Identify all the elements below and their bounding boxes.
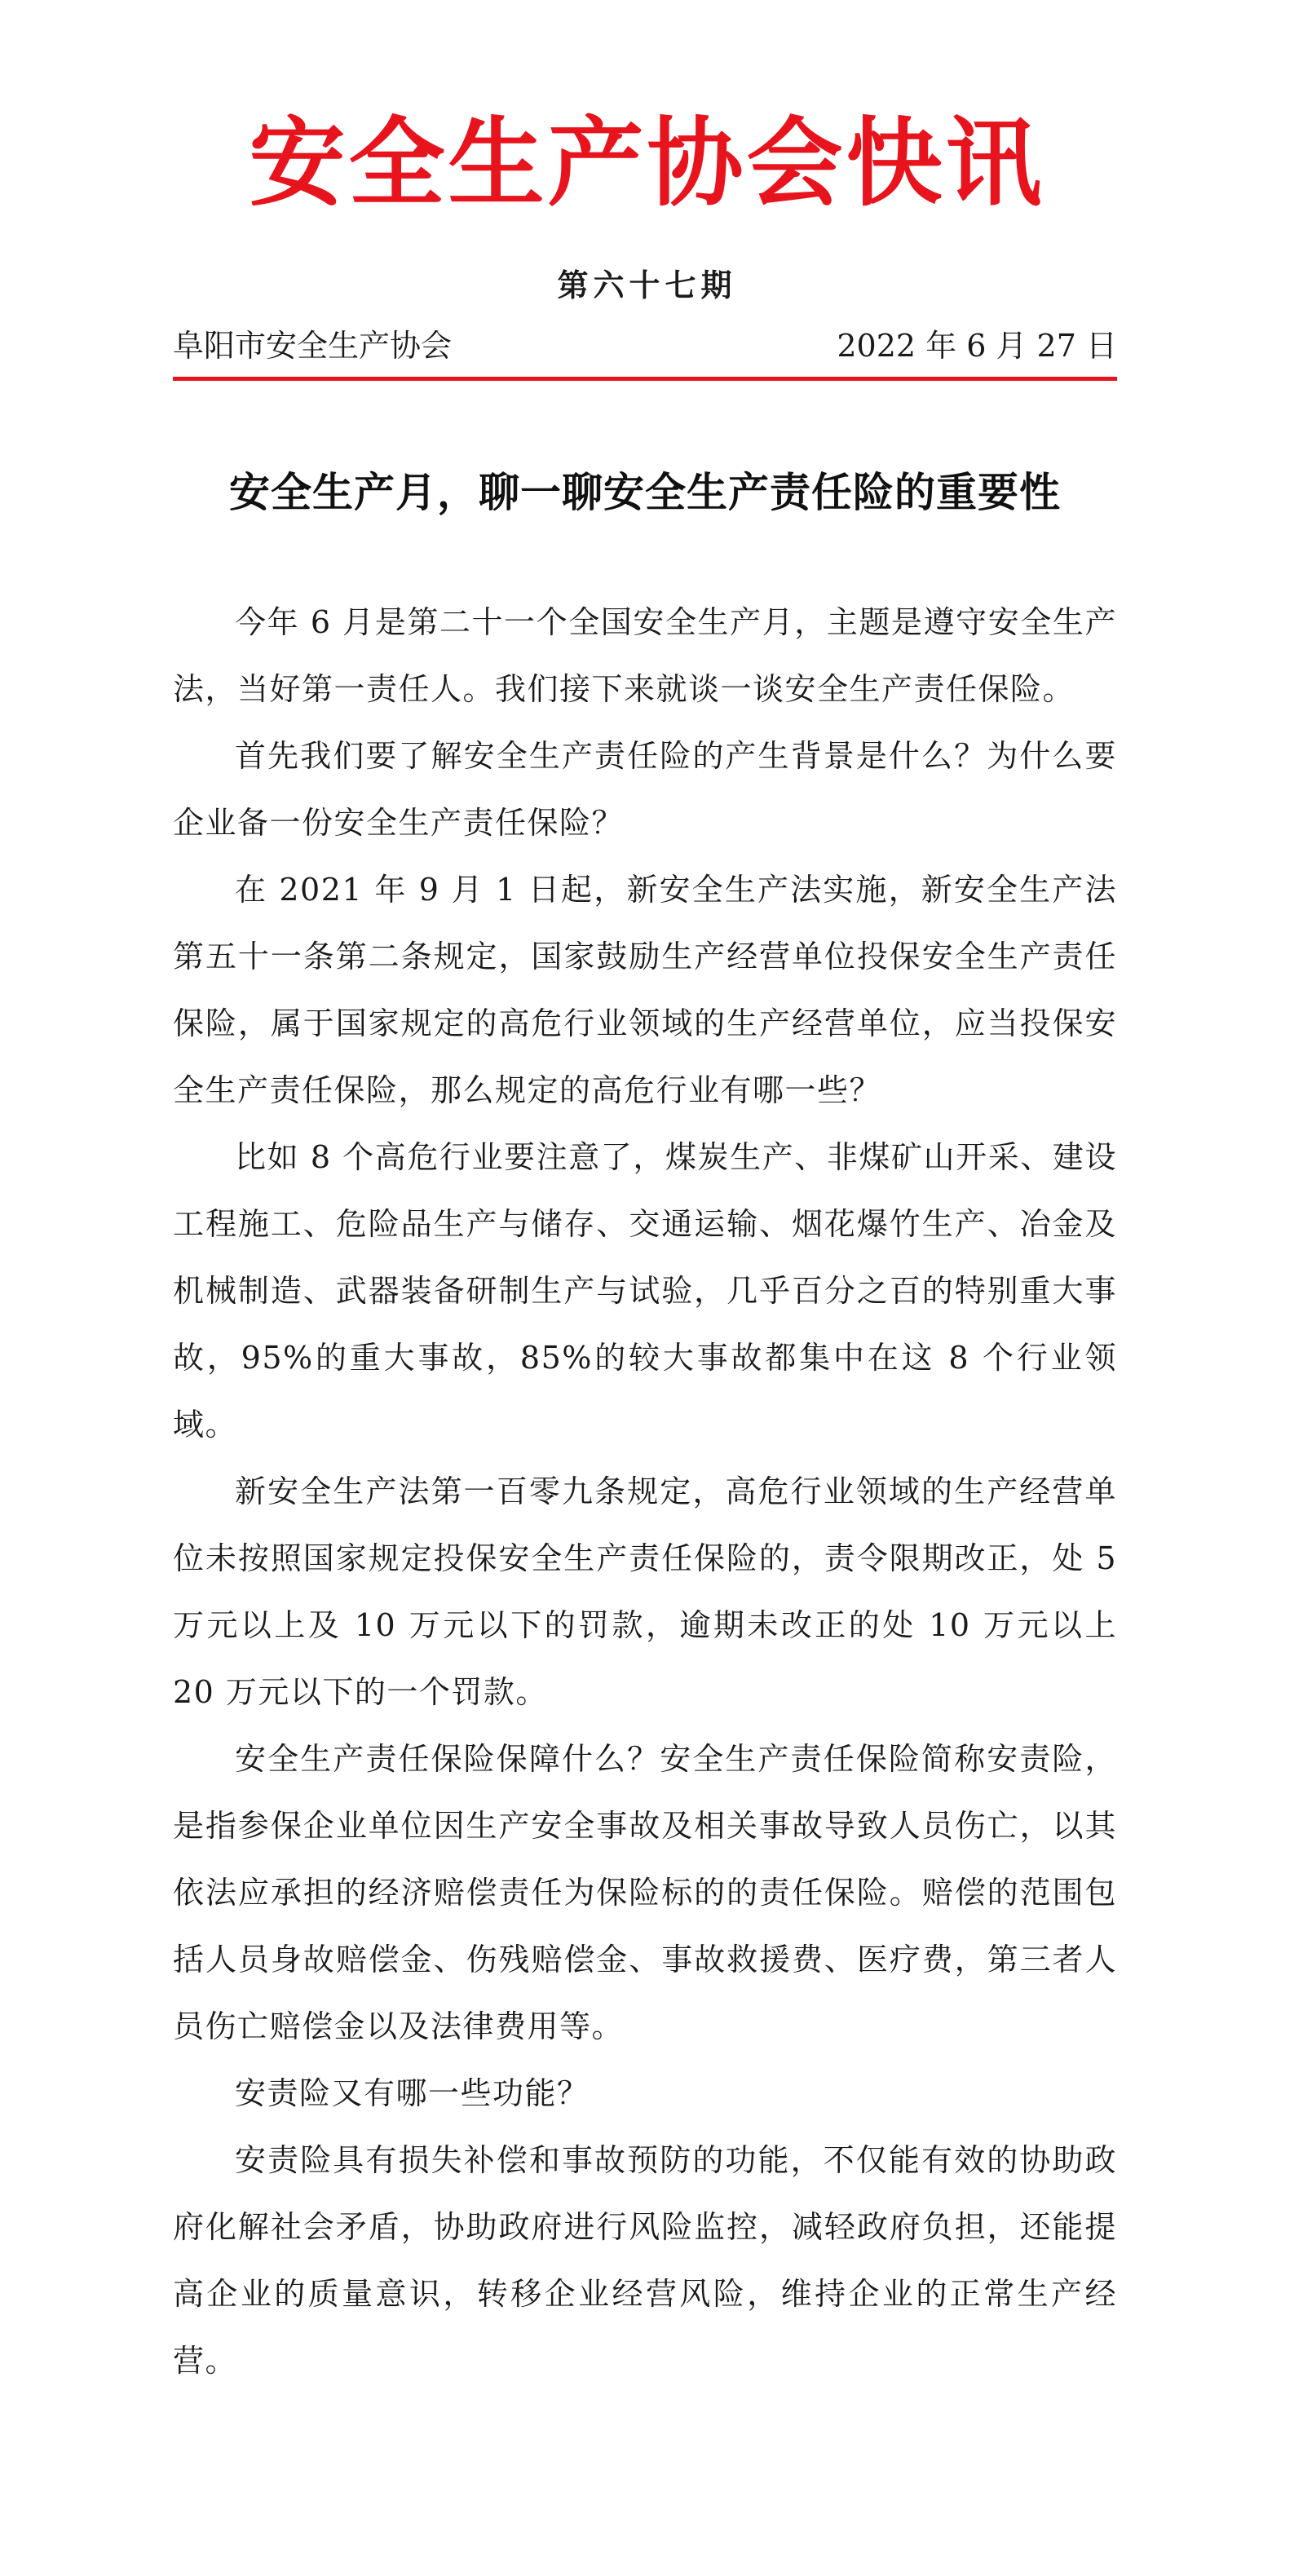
article-paragraph: 比如 8 个高危行业要注意了，煤炭生产、非煤矿山开采、建设工程施工、危险品生产与储存、交通运输、烟花爆竹生产、冶金及机械制造、武器装备研制生产与试验，几乎百分之百的特别重大事故，95%的重大事故，85%的较大事故都集中在这 8 个行业领域。	[173, 1139, 1117, 1443]
article-body	[173, 589, 1117, 2394]
article-paragraph: 安责险又有哪一些功能？	[235, 2075, 590, 2111]
article-paragraph: 今年 6 月是第二十一个全国安全生产月，主题是遵守安全生产法，当好第一责任人。我们接下来就谈一谈安全生产责任保险。	[173, 604, 1117, 707]
publish-date: 2022 年 6 月 27 日	[837, 328, 1117, 364]
meta-row	[173, 325, 1117, 367]
article-headline: 安全生产月，聊一聊安全生产责任险的重要性	[229, 469, 1061, 516]
header-divider	[173, 377, 1117, 381]
article-paragraph: 在 2021 年 9 月 1 日起，新安全生产法实施，新安全生产法第五十一条第二条规定，国家鼓励生产经营单位投保安全生产责任保险，属于国家规定的高危行业领域的生产经营单位，应当投保安全生产责任保险，那么规定的高危行业有哪一些？	[173, 872, 1117, 1108]
article-paragraph: 安责险具有损失补偿和事故预防的功能，不仅能有效的协助政府化解社会矛盾，协助政府进行风险监控，减轻政府负担，还能提高企业的质量意识，转移企业经营风险，维持企业的正常生产经营。	[173, 2142, 1117, 2379]
issue-number: 第六十七期	[557, 267, 737, 303]
article-paragraph: 首先我们要了解安全生产责任险的产生背景是什么？为什么要企业备一份安全生产责任保险？	[173, 738, 1117, 841]
article-paragraph: 安全生产责任保险保障什么？安全生产责任保险简称安责险，是指参保企业单位因生产安全事故及相关事故导致人员伤亡，以其依法应承担的经济赔偿责任为保险标的的责任保险。赔偿的范围包括人员身故赔偿金、伤残赔偿金、事故救援费、医疗费，第三者人员伤亡赔偿金以及法律费用等。	[173, 1741, 1117, 2044]
publisher-name: 阜阳市安全生产协会	[173, 328, 453, 364]
article-paragraph: 新安全生产法第一百零九条规定，高危行业领域的生产经营单位未按照国家规定投保安全生产责任保险的，责令限期改正，处 5 万元以上及 10 万元以下的罚款，逾期未改正的处 10 万元以上 20 万元以下的一个罚款。	[173, 1474, 1117, 1710]
masthead-title: 安全生产协会快讯	[249, 106, 1045, 219]
